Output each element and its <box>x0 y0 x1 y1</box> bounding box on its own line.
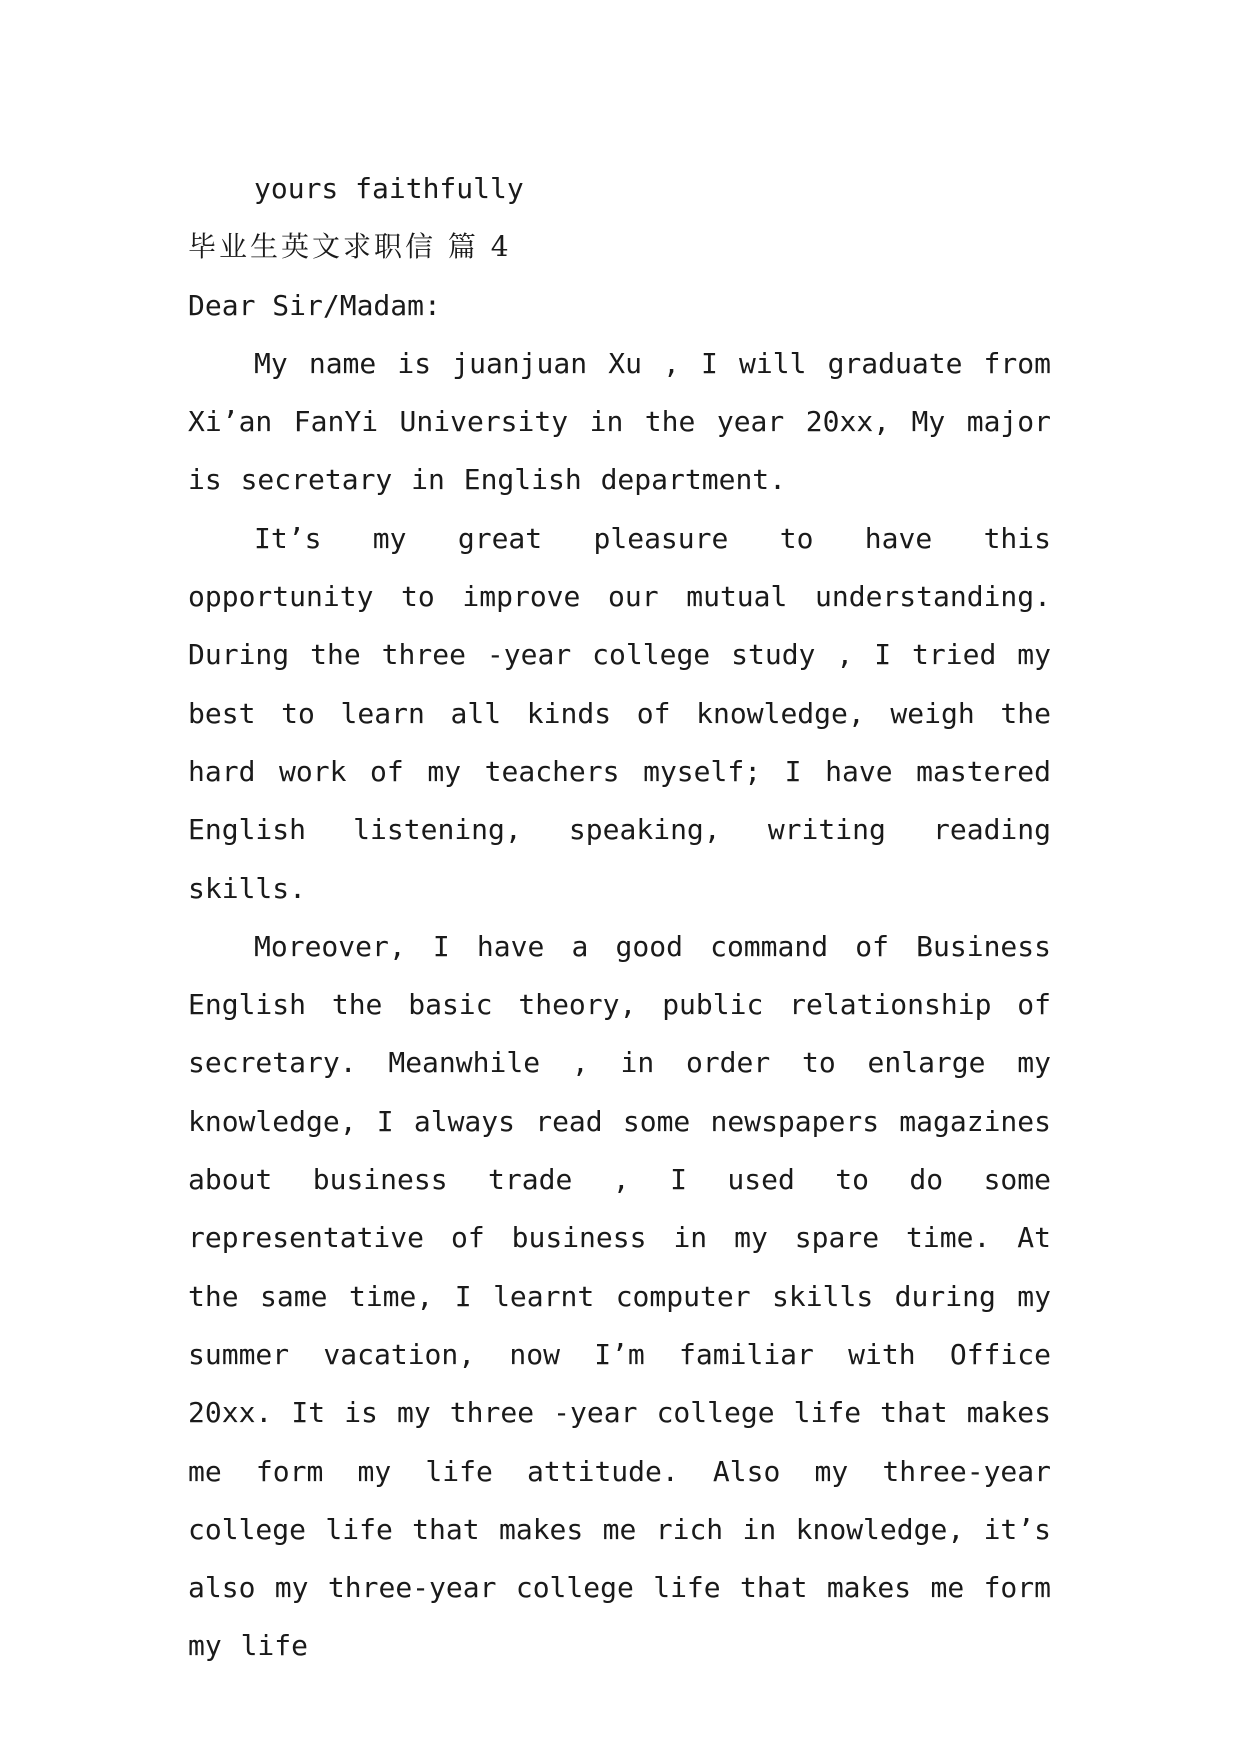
letter-body <box>188 160 1051 1676</box>
paragraph-introduction: My name is juanjuan Xu , I will graduate from Xi’an FanYi University in the year 20xx, My major is secretary in English department. <box>188 346 1051 497</box>
closing-line: yours faithfully <box>254 172 524 205</box>
paragraph-skills: Moreover, I have a good command of Business English the basic theory, public relationship of secretary. Meanwhile , in order to enlarge my knowledge, I always read some newspapers magazines about business trade , I used to do some representative of business in my spare time. At the same time, I learnt computer skills during my summer vacation, now I’m familiar with Office 20xx. It is my three -year college life that makes me form my life attitude. Also my three-year college life that makes me rich in knowledge, it’s also my three-year college life that makes me form my life <box>188 929 1051 1663</box>
paragraph-education: It’s my great pleasure to have this opportunity to improve our mutual understanding. During the three -year college study , I tried my best to learn all kinds of knowledge, weigh the hard work of my teachers myself; I have mastered English listening, speaking, writing reading skills. <box>188 521 1051 905</box>
section-heading: 毕业生英文求职信 篇 4 <box>188 230 512 264</box>
salutation: Dear Sir/Madam: <box>188 288 441 322</box>
